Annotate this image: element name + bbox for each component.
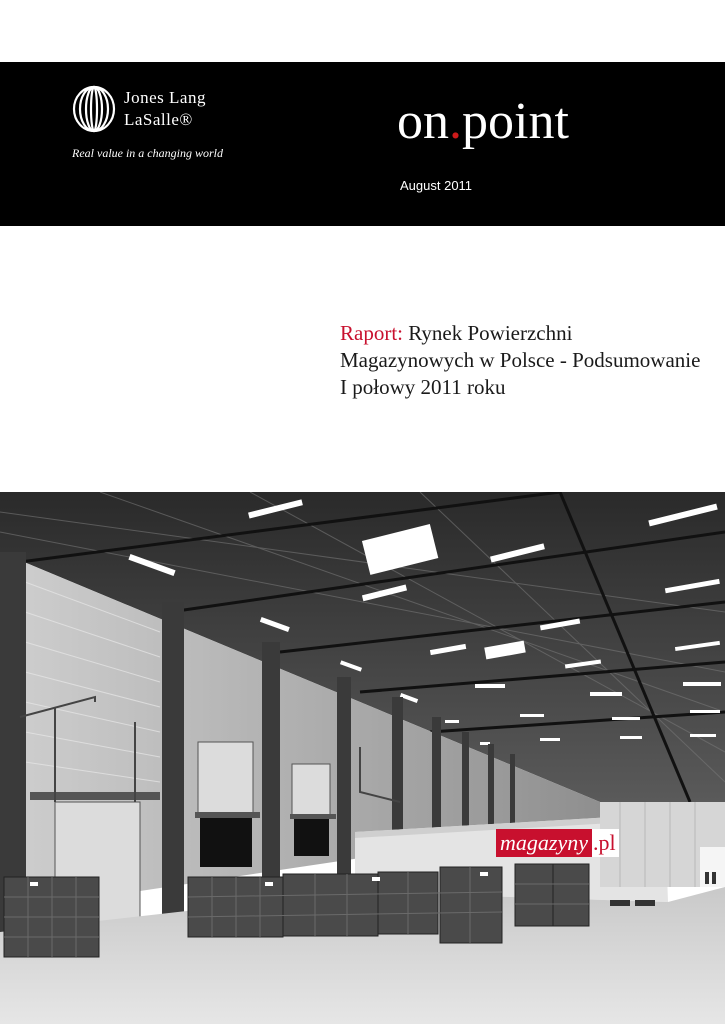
magazyny-sign xyxy=(496,829,619,857)
sign-text-red: magazyny xyxy=(496,829,592,857)
publication-prefix: on xyxy=(397,93,449,150)
report-label: Raport: xyxy=(340,321,403,345)
sign-text-white: .pl xyxy=(592,829,619,857)
jll-logo-icon xyxy=(72,85,116,133)
report-title-text: Rynek Powierzchni Magazynowych w Polsce - Podsumowanie I połowy 2011 roku xyxy=(340,321,701,399)
publication-title xyxy=(397,93,569,150)
publication-dot: . xyxy=(449,93,462,150)
warehouse-photo xyxy=(0,492,725,1024)
publication-suffix: point xyxy=(462,93,569,150)
brand-name-line2: LaSalle® xyxy=(124,110,193,129)
publication-date: August 2011 xyxy=(400,178,473,193)
brand-name-line1: Jones Lang xyxy=(124,88,206,107)
brand-tagline: Real value in a changing world xyxy=(72,146,223,160)
report-title xyxy=(340,320,710,401)
